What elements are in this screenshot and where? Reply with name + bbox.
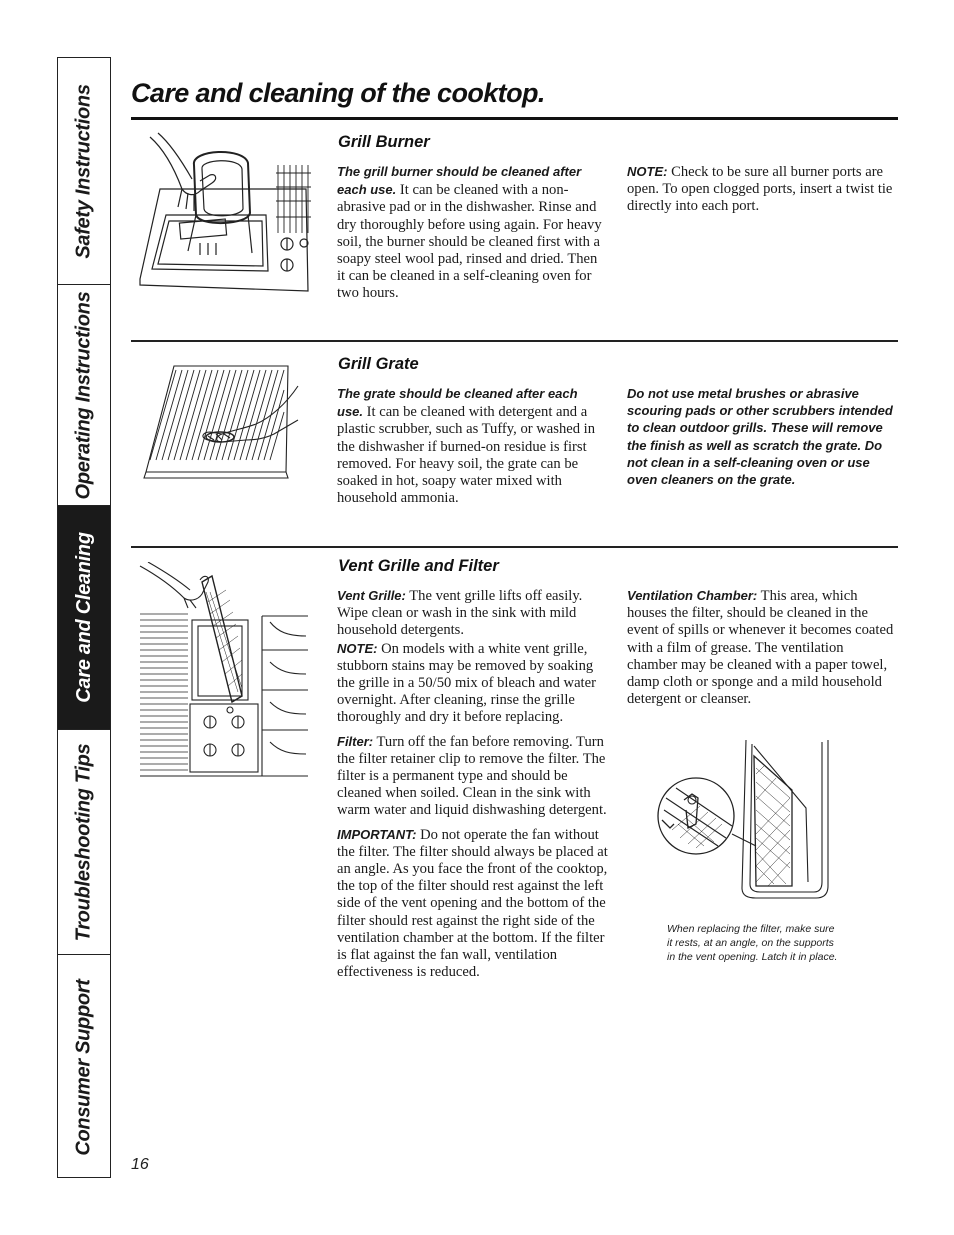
tab-safety-instructions[interactable] bbox=[58, 58, 110, 285]
tab-label: Care and Cleaning bbox=[72, 532, 95, 703]
grill-burner-instructions bbox=[337, 163, 603, 309]
vent-grille-heading: Vent Grille and Filter bbox=[338, 557, 499, 575]
grill-grate-lead: The grate should be cleaned after each use. bbox=[337, 386, 578, 420]
grill-burner-note bbox=[627, 163, 899, 222]
important-body: Do not operate the fan without the filter. The filter should always be placed at an angle. As you face the front of the cooktop, the top of the filter should rest against the left side of the vent opening and the bottom of the filter should rest against the right side of the ventilation chamber at the bottom. If the filter is flat against the fan wall, ventilation effectiveness is reduced. bbox=[337, 826, 608, 981]
tab-consumer-support[interactable] bbox=[58, 955, 110, 1179]
note-body: Check to be sure all burner ports are open. To open clogged ports, insert a twist tie directly into each port. bbox=[627, 164, 893, 215]
ventilation-chamber-body: This area, which houses the filter, should be cleaned in the event of spills or whenever it becomes coated with a film of grease. The ventilation chamber may be cleaned with a paper towel, damp cloth or sponge and a mild household detergent or cleanser. bbox=[627, 588, 894, 708]
vent-grille-body: The vent grille lifts off easily. Wipe clean or wash in the sink with mild household detergents. bbox=[337, 588, 583, 639]
tab-label: Operating Instructions bbox=[72, 291, 95, 499]
tab-label: Safety Instructions bbox=[72, 83, 95, 259]
page-title: Care and cleaning of the cooktop. bbox=[131, 78, 545, 108]
important-label: IMPORTANT: bbox=[337, 826, 417, 842]
grill-grate-warning: Do not use metal brushes or abrasive scouring pads or other scrubbers intended to clean outdoor grills. These will remove the finish as well as scratch the grate. Do not clean in a self-cleaning oven or use oven cleaners on the grate. bbox=[627, 386, 893, 488]
tab-label: Consumer Support bbox=[72, 978, 95, 1156]
ventilation-chamber-text bbox=[627, 587, 895, 714]
vent-grille-illustration bbox=[138, 562, 310, 784]
tab-troubleshooting-tips[interactable] bbox=[58, 730, 110, 955]
grill-grate-body: It can be cleaned with detergent and a plastic scrubber, such as Tuffy, or washed in the dishwasher if burned-on residue is first removed. For heavy soil, the grate can be soaked in hot, soapy water mixed with household ammonia. bbox=[337, 404, 596, 507]
note-label: NOTE: bbox=[337, 640, 378, 656]
tab-operating-instructions[interactable] bbox=[58, 285, 110, 506]
grill-grate-illustration bbox=[138, 360, 303, 482]
note-label: NOTE: bbox=[627, 164, 668, 179]
grill-burner-illustration bbox=[136, 129, 311, 297]
sidebar-tabs bbox=[57, 57, 111, 1178]
grill-burner-lead: The grill burner should be cleaned after each use. bbox=[337, 164, 582, 198]
note-body: On models with a white vent grille, stubborn stains may be removed by soaking the grille in a 50/50 mix of bleach and water overnight. After cleaning, rinse the grille thoroughly and dry it before replacing. bbox=[337, 640, 596, 726]
grill-burner-heading: Grill Burner bbox=[338, 133, 430, 151]
tab-label: Troubleshooting Tips bbox=[72, 743, 95, 941]
title-rule bbox=[131, 117, 898, 120]
page-number: 16 bbox=[131, 1156, 149, 1173]
grill-grate-instructions bbox=[337, 385, 603, 513]
ventilation-chamber-label: Ventilation Chamber: bbox=[627, 588, 758, 603]
grill-burner-body: It can be cleaned with a non-abrasive pad or in the dishwasher. Rinse and dry thoroughly before using again. For heavy soil, the burner should be cleaned first with a soapy steel wool pad, rinsed and dried. Then it can be cleaned in a self-cleaning oven for two hours. bbox=[337, 182, 602, 302]
grill-grate-heading: Grill Grate bbox=[338, 355, 419, 373]
vent-chamber-illustration bbox=[656, 738, 832, 902]
tab-care-and-cleaning[interactable] bbox=[58, 506, 110, 730]
filter-caption: When replacing the filter, make sure it rests, at an angle, on the supports in the vent opening. Latch it in place. bbox=[667, 923, 838, 963]
filter-label: Filter: bbox=[337, 733, 374, 749]
vent-grille-instructions bbox=[337, 587, 609, 987]
vent-grille-label: Vent Grille: bbox=[337, 588, 406, 603]
section-divider bbox=[131, 546, 898, 548]
section-divider bbox=[131, 340, 898, 342]
filter-body: Turn off the fan before removing. Turn the filter retainer clip to remove the filter. The filter is a permanent type and should be cleaned when soiled. Clean in the sink with warm water and liquid dishwashing detergent. bbox=[337, 733, 607, 819]
